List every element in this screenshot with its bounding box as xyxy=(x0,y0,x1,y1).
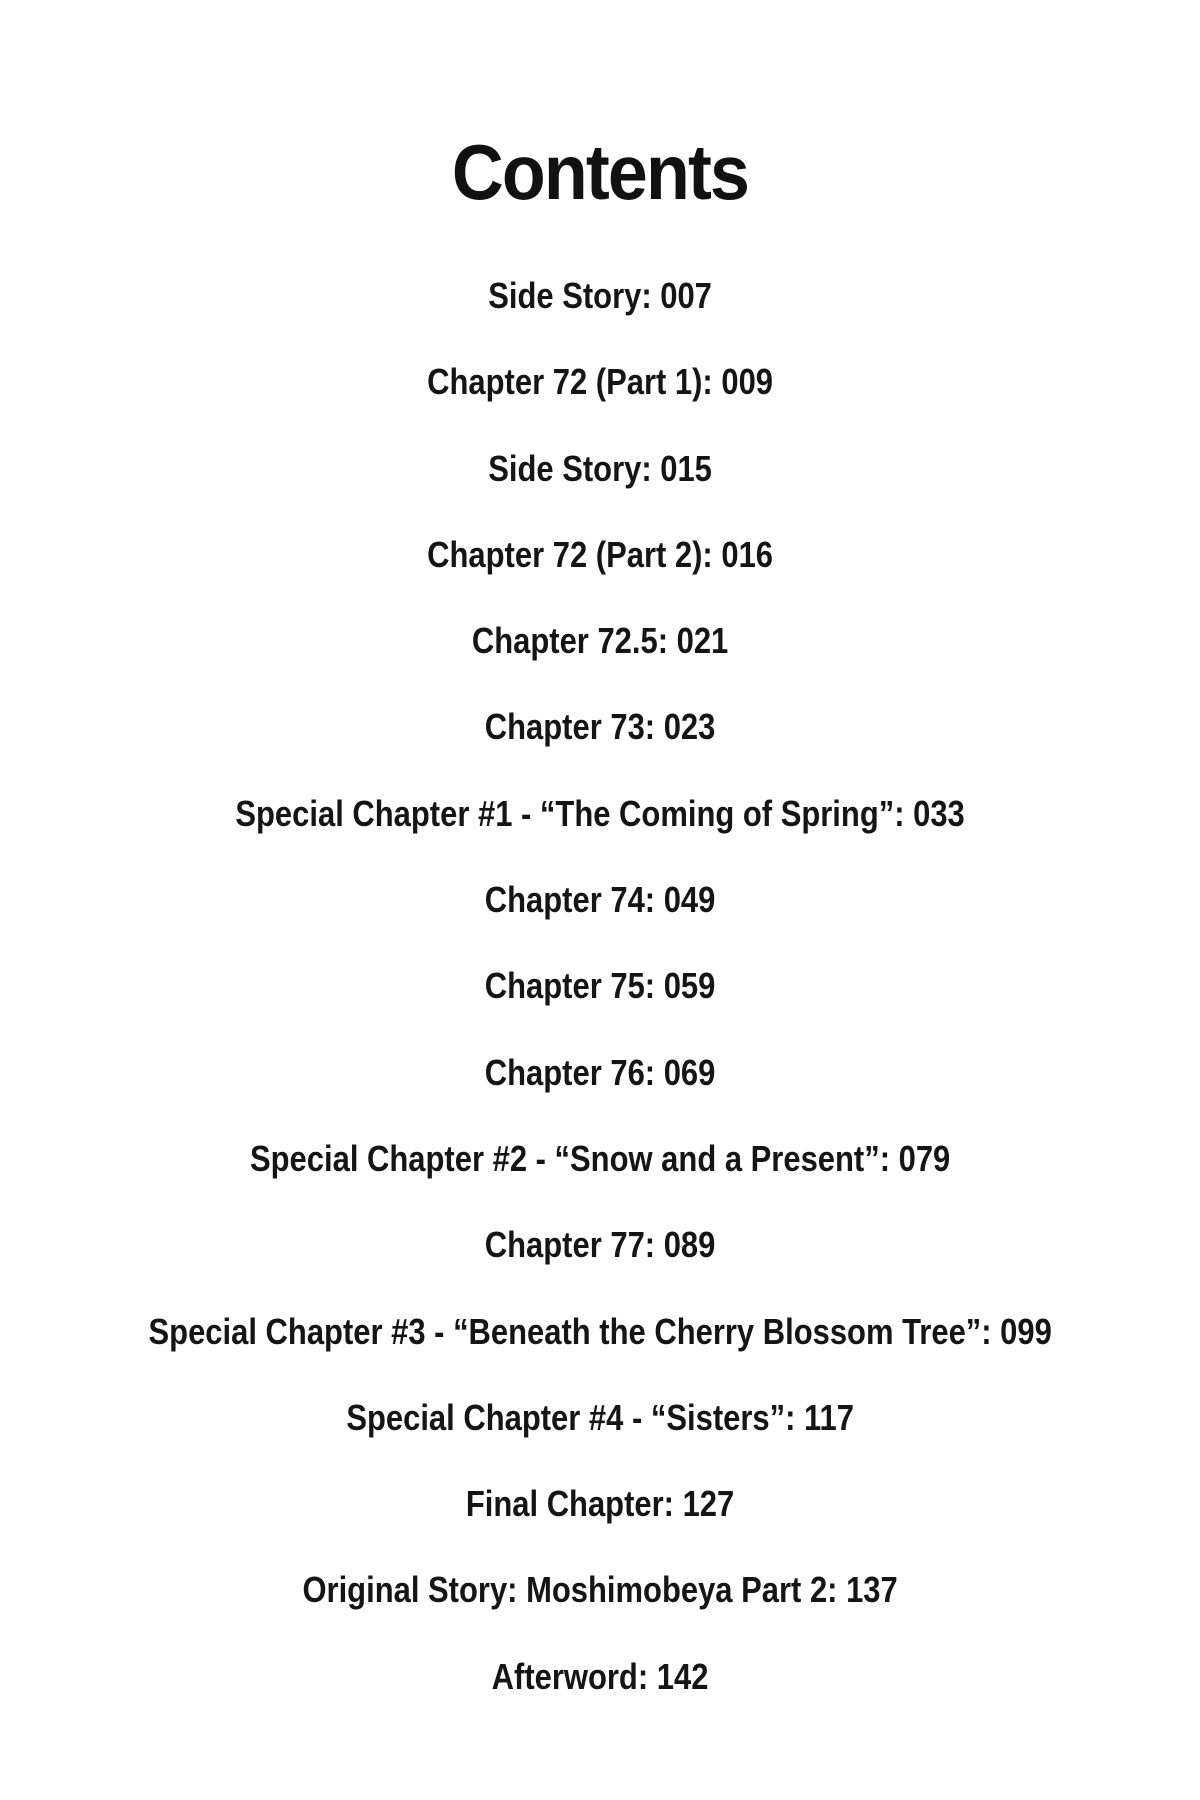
toc-entry: Special Chapter #3 - “Beneath the Cherry Blossom Tree”: 099 xyxy=(148,1310,1052,1352)
toc-entry: Chapter 72 (Part 2): 016 xyxy=(427,533,773,575)
toc-entry: Chapter 72 (Part 1): 009 xyxy=(427,361,773,403)
toc-entry: Chapter 74: 049 xyxy=(484,879,716,921)
toc-entry: Afterword: 142 xyxy=(491,1655,709,1697)
toc-entry: Side Story: 015 xyxy=(488,447,712,489)
toc-entry: Chapter 76: 069 xyxy=(484,1051,716,1093)
toc-entry: Special Chapter #4 - “Sisters”: 117 xyxy=(346,1396,854,1438)
page-title: Contents xyxy=(451,128,749,216)
toc-entry: Chapter 75: 059 xyxy=(484,965,716,1007)
table-of-contents xyxy=(0,253,1200,1720)
toc-entry: Chapter 73: 023 xyxy=(484,706,716,748)
toc-entry: Special Chapter #2 - “Snow and a Present”: 079 xyxy=(249,1137,951,1179)
toc-entry: Chapter 72.5: 021 xyxy=(471,620,729,662)
toc-entry: Special Chapter #1 - “The Coming of Spring”: 033 xyxy=(235,792,965,834)
toc-entry: Original Story: Moshimobeya Part 2: 137 xyxy=(302,1569,898,1611)
toc-entry: Final Chapter: 127 xyxy=(465,1483,735,1525)
toc-entry: Chapter 77: 089 xyxy=(484,1224,716,1266)
toc-entry: Side Story: 007 xyxy=(488,275,712,316)
